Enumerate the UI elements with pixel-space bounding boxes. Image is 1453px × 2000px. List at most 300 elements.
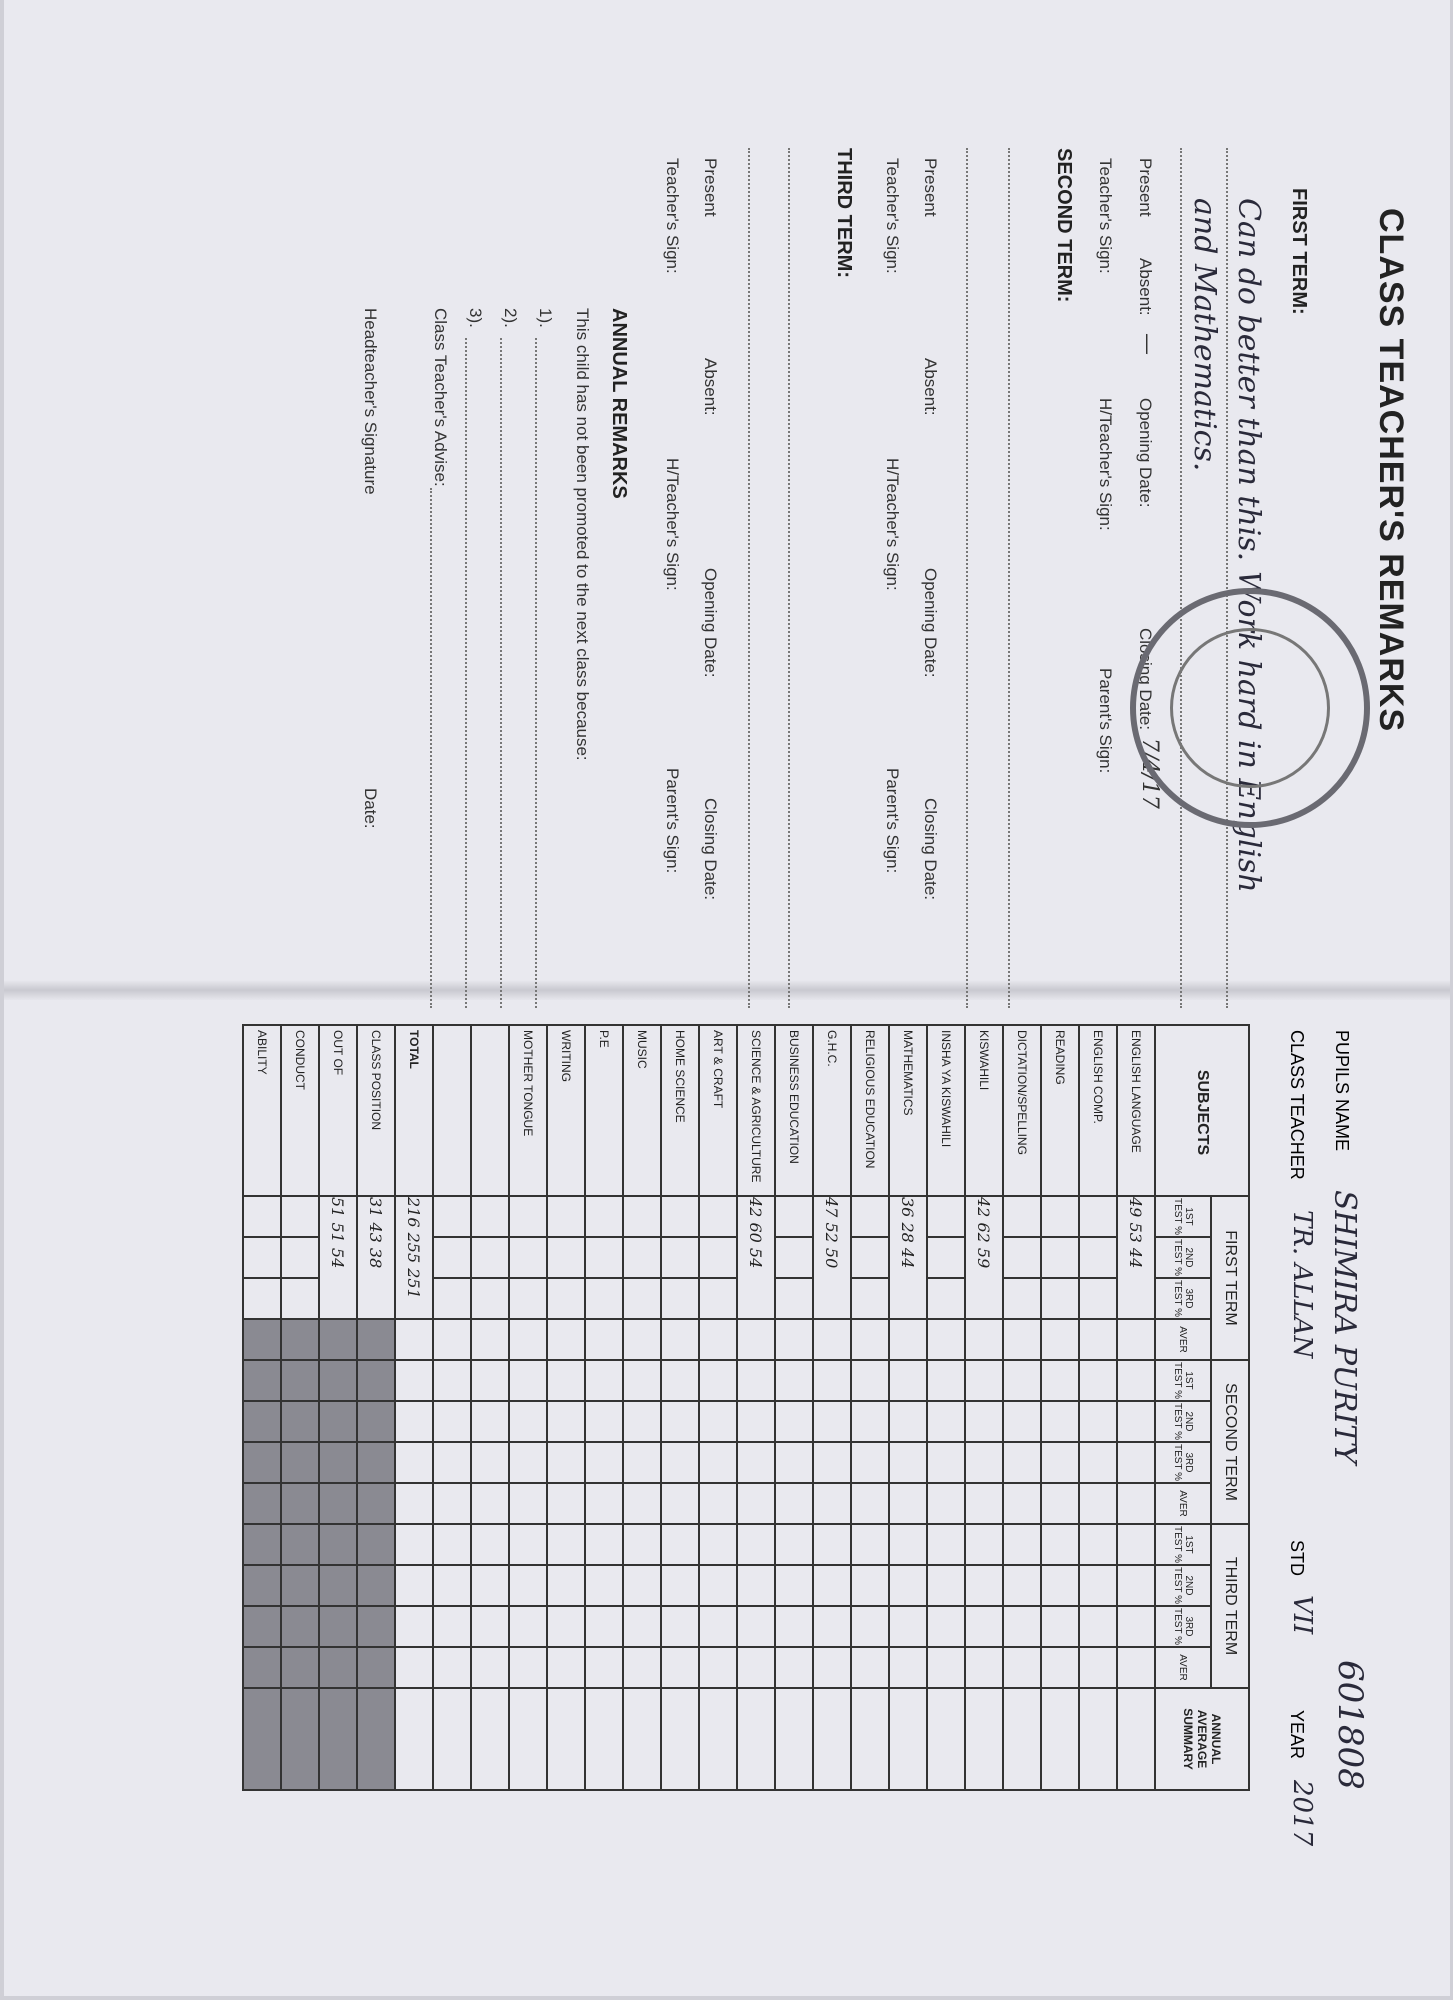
score-cell xyxy=(1003,1196,1041,1237)
score-cell xyxy=(965,1524,1003,1565)
score-cell xyxy=(927,1278,965,1319)
opening-date-label-2: Opening Date: xyxy=(921,568,940,678)
pupil-number: 601808 xyxy=(1330,1660,1370,1790)
score-cell xyxy=(623,1360,661,1401)
score-cell xyxy=(965,1442,1003,1483)
score-cell xyxy=(775,1442,813,1483)
score-cell xyxy=(585,1237,623,1278)
score-cell xyxy=(395,1647,433,1688)
subject-label: KISWAHILI xyxy=(965,1025,1003,1196)
score-cell xyxy=(737,1196,775,1319)
table-row xyxy=(433,1025,471,1790)
parent-sign-label-3: Parent's Sign: xyxy=(663,768,682,874)
score-cell xyxy=(737,1360,775,1401)
score-cell xyxy=(737,1647,775,1688)
score-cell xyxy=(509,1647,547,1688)
score-cell xyxy=(813,1606,851,1647)
score-cell xyxy=(1003,1647,1041,1688)
score-cell xyxy=(661,1196,699,1237)
score-cell xyxy=(1079,1360,1117,1401)
score-cell xyxy=(661,1237,699,1278)
score-cell xyxy=(547,1442,585,1483)
annual-cell xyxy=(661,1688,699,1790)
score-cell xyxy=(547,1360,585,1401)
score-cell xyxy=(547,1483,585,1524)
first-term-scores: 36 28 44 xyxy=(898,1197,918,1269)
test-header: 2ND TEST % xyxy=(1155,1565,1211,1606)
score-cell xyxy=(433,1237,471,1278)
subject-label: READING xyxy=(1041,1025,1079,1196)
score-cell xyxy=(623,1237,661,1278)
score-cell xyxy=(1079,1565,1117,1606)
score-cell xyxy=(1079,1647,1117,1688)
score-cell xyxy=(1117,1483,1155,1524)
score-cell xyxy=(661,1565,699,1606)
pupils-name-label: PUPILS NAME xyxy=(1332,1030,1352,1152)
subject-label: ART & CRAFT xyxy=(699,1025,737,1196)
score-cell xyxy=(319,1319,357,1360)
score-cell xyxy=(965,1606,1003,1647)
subjects-header: SUBJECTS xyxy=(1155,1025,1249,1196)
score-cell xyxy=(889,1360,927,1401)
score-cell xyxy=(851,1278,889,1319)
grades-panel xyxy=(0,1020,1370,1980)
subject-label: BUSINESS EDUCATION xyxy=(775,1025,813,1196)
annual-cell xyxy=(395,1688,433,1790)
score-cell xyxy=(395,1319,433,1360)
annual-cell xyxy=(1041,1688,1079,1790)
score-cell xyxy=(433,1483,471,1524)
score-cell xyxy=(509,1237,547,1278)
score-cell xyxy=(433,1401,471,1442)
score-cell xyxy=(623,1401,661,1442)
annual-cell xyxy=(585,1688,623,1790)
ht-sign-label: H/Teacher's Sign: xyxy=(1096,398,1115,531)
first-term-scores: 42 60 54 xyxy=(746,1197,766,1269)
score-cell xyxy=(471,1606,509,1647)
score-cell xyxy=(775,1237,813,1278)
score-cell xyxy=(1117,1442,1155,1483)
annual-cell xyxy=(851,1688,889,1790)
score-cell xyxy=(661,1647,699,1688)
score-cell xyxy=(319,1565,357,1606)
rule xyxy=(966,148,968,1008)
score-cell xyxy=(1041,1360,1079,1401)
score-cell xyxy=(243,1606,281,1647)
score-cell xyxy=(851,1237,889,1278)
score-cell xyxy=(965,1196,1003,1319)
score-cell xyxy=(927,1401,965,1442)
score-cell xyxy=(281,1647,319,1688)
score-cell xyxy=(471,1565,509,1606)
score-cell xyxy=(1041,1442,1079,1483)
test-header: 3RD TEST % xyxy=(1155,1606,1211,1647)
score-cell xyxy=(357,1606,395,1647)
score-cell xyxy=(395,1606,433,1647)
annual-cell xyxy=(737,1688,775,1790)
score-cell xyxy=(585,1483,623,1524)
parent-sign-label-2: Parent's Sign: xyxy=(883,768,902,874)
score-cell xyxy=(357,1565,395,1606)
absent-value: — xyxy=(1135,333,1160,355)
score-cell xyxy=(357,1483,395,1524)
score-cell xyxy=(243,1483,281,1524)
present-label-3: Present xyxy=(701,158,720,217)
closing-date-label-3: Closing Date: xyxy=(701,798,720,901)
table-row xyxy=(319,1025,357,1790)
score-cell xyxy=(889,1196,927,1319)
score-cell xyxy=(509,1606,547,1647)
score-cell xyxy=(433,1606,471,1647)
rule xyxy=(465,338,467,1008)
subject-label: SCIENCE & AGRICULTURE xyxy=(737,1025,775,1196)
first-term-label: FIRST TERM: xyxy=(1288,188,1310,315)
score-cell xyxy=(1117,1196,1155,1319)
score-cell xyxy=(927,1606,965,1647)
subject-label: DICTATION/SPELLING xyxy=(1003,1025,1041,1196)
score-cell xyxy=(433,1442,471,1483)
subject-label: HOME SCIENCE xyxy=(661,1025,699,1196)
score-cell xyxy=(927,1647,965,1688)
reason-1-label: 1). xyxy=(536,308,555,328)
score-cell xyxy=(281,1319,319,1360)
score-cell xyxy=(547,1196,585,1237)
score-cell xyxy=(433,1360,471,1401)
score-cell xyxy=(889,1647,927,1688)
score-cell xyxy=(1117,1360,1155,1401)
score-cell xyxy=(1041,1237,1079,1278)
score-cell xyxy=(1041,1483,1079,1524)
table-row xyxy=(281,1025,319,1790)
std-value: VII xyxy=(1287,1595,1317,1635)
score-cell xyxy=(585,1196,623,1237)
score-cell xyxy=(661,1524,699,1565)
score-cell xyxy=(965,1319,1003,1360)
score-cell xyxy=(547,1278,585,1319)
score-cell xyxy=(623,1196,661,1237)
rule xyxy=(535,338,537,1008)
score-cell xyxy=(927,1524,965,1565)
score-cell xyxy=(623,1319,661,1360)
annual-cell xyxy=(1079,1688,1117,1790)
score-cell xyxy=(1041,1565,1079,1606)
test-header: AVER xyxy=(1155,1647,1211,1688)
score-cell xyxy=(927,1196,965,1237)
table-row xyxy=(775,1025,813,1790)
score-cell xyxy=(813,1524,851,1565)
score-cell xyxy=(357,1442,395,1483)
first-term-scores: 51 51 54 xyxy=(328,1197,348,1269)
score-cell xyxy=(699,1647,737,1688)
score-cell xyxy=(1117,1319,1155,1360)
score-cell xyxy=(357,1401,395,1442)
score-cell xyxy=(509,1319,547,1360)
score-cell xyxy=(547,1319,585,1360)
score-cell xyxy=(699,1401,737,1442)
score-cell xyxy=(1041,1606,1079,1647)
remarks-panel xyxy=(0,28,1430,1028)
rule xyxy=(1180,148,1182,1008)
grades-table xyxy=(242,1024,1250,1791)
score-cell xyxy=(851,1647,889,1688)
absent-label: Absent: xyxy=(1136,258,1155,316)
score-cell xyxy=(281,1565,319,1606)
subject-label: WRITING xyxy=(547,1025,585,1196)
table-row xyxy=(395,1025,433,1790)
score-cell xyxy=(509,1278,547,1319)
term-header: THIRD TERM xyxy=(1211,1524,1249,1688)
score-cell xyxy=(965,1360,1003,1401)
table-row xyxy=(509,1025,547,1790)
not-promoted-label: This child has not been promoted to the next class because: xyxy=(573,308,592,761)
score-cell xyxy=(813,1360,851,1401)
score-cell xyxy=(851,1401,889,1442)
annual-cell xyxy=(699,1688,737,1790)
score-cell xyxy=(889,1442,927,1483)
test-header: 1ST TEST % xyxy=(1155,1360,1211,1401)
score-cell xyxy=(699,1196,737,1237)
score-cell xyxy=(547,1647,585,1688)
score-cell xyxy=(1079,1483,1117,1524)
score-cell xyxy=(395,1196,433,1319)
score-cell xyxy=(585,1565,623,1606)
score-cell xyxy=(1041,1278,1079,1319)
table-row xyxy=(357,1025,395,1790)
score-cell xyxy=(1117,1647,1155,1688)
table-row xyxy=(889,1025,927,1790)
score-cell xyxy=(813,1565,851,1606)
table-row xyxy=(813,1025,851,1790)
score-cell xyxy=(585,1401,623,1442)
score-cell xyxy=(509,1483,547,1524)
score-cell xyxy=(243,1647,281,1688)
present-label: Present xyxy=(1136,158,1155,217)
score-cell xyxy=(965,1647,1003,1688)
first-term-scores: 216 255 251 xyxy=(404,1197,424,1299)
score-cell xyxy=(471,1401,509,1442)
score-cell xyxy=(357,1524,395,1565)
score-cell xyxy=(1079,1237,1117,1278)
subject-label: ABILITY xyxy=(243,1025,281,1196)
score-cell xyxy=(509,1401,547,1442)
test-header: 3RD TEST % xyxy=(1155,1442,1211,1483)
score-cell xyxy=(889,1401,927,1442)
closing-date-label: Closing Date: xyxy=(1136,628,1155,731)
table-row xyxy=(1041,1025,1079,1790)
score-cell xyxy=(319,1606,357,1647)
std-label: STD xyxy=(1287,1540,1307,1576)
score-cell xyxy=(471,1278,509,1319)
reason-2-label: 2). xyxy=(501,308,520,328)
score-cell xyxy=(775,1483,813,1524)
annual-cell xyxy=(1117,1688,1155,1790)
score-cell xyxy=(509,1442,547,1483)
score-cell xyxy=(471,1237,509,1278)
subject-label: ENGLISH COMP. xyxy=(1079,1025,1117,1196)
score-cell xyxy=(661,1278,699,1319)
score-cell xyxy=(1003,1278,1041,1319)
score-cell xyxy=(1003,1524,1041,1565)
subject-label: OUT OF xyxy=(319,1025,357,1196)
score-cell xyxy=(851,1360,889,1401)
score-cell xyxy=(1003,1401,1041,1442)
score-cell xyxy=(585,1278,623,1319)
test-header: 3RD TEST % xyxy=(1155,1278,1211,1319)
score-cell xyxy=(661,1319,699,1360)
score-cell xyxy=(623,1483,661,1524)
year-value: 2017 xyxy=(1287,1780,1317,1847)
rule xyxy=(430,488,432,1008)
pupils-name-value: SHIMIRA PURITY xyxy=(1327,1190,1362,1465)
score-cell xyxy=(699,1360,737,1401)
score-cell xyxy=(433,1647,471,1688)
score-cell xyxy=(509,1565,547,1606)
score-cell xyxy=(395,1401,433,1442)
score-cell xyxy=(471,1647,509,1688)
test-header: 1ST TEST % xyxy=(1155,1196,1211,1237)
opening-date-label-3: Opening Date: xyxy=(701,568,720,678)
score-cell xyxy=(699,1524,737,1565)
score-cell xyxy=(965,1483,1003,1524)
subject-label: MATHEMATICS xyxy=(889,1025,927,1196)
class-teacher-label: CLASS TEACHER xyxy=(1287,1030,1307,1180)
test-header: AVER xyxy=(1155,1483,1211,1524)
first-term-scores: 31 43 38 xyxy=(366,1197,386,1269)
score-cell xyxy=(243,1237,281,1278)
score-cell xyxy=(775,1606,813,1647)
subject-label xyxy=(471,1025,509,1196)
subject-label: RELIGIOUS EDUCATION xyxy=(851,1025,889,1196)
score-cell xyxy=(281,1401,319,1442)
score-cell xyxy=(319,1401,357,1442)
score-cell xyxy=(395,1360,433,1401)
table-row xyxy=(699,1025,737,1790)
score-cell xyxy=(1117,1565,1155,1606)
score-cell xyxy=(1117,1401,1155,1442)
score-cell xyxy=(585,1360,623,1401)
score-cell xyxy=(623,1565,661,1606)
score-cell xyxy=(395,1442,433,1483)
score-cell xyxy=(699,1565,737,1606)
score-cell xyxy=(509,1360,547,1401)
subject-label: INSHA YA KISWAHILI xyxy=(927,1025,965,1196)
score-cell xyxy=(243,1278,281,1319)
score-cell xyxy=(699,1237,737,1278)
score-cell xyxy=(1003,1319,1041,1360)
score-cell xyxy=(433,1278,471,1319)
score-cell xyxy=(699,1606,737,1647)
score-cell xyxy=(1041,1524,1079,1565)
score-cell xyxy=(281,1606,319,1647)
score-cell xyxy=(243,1401,281,1442)
score-cell xyxy=(357,1360,395,1401)
score-cell xyxy=(471,1360,509,1401)
school-stamp xyxy=(1130,588,1370,828)
score-cell xyxy=(813,1442,851,1483)
score-cell xyxy=(623,1524,661,1565)
score-cell xyxy=(1079,1401,1117,1442)
reason-3-label: 3). xyxy=(466,308,485,328)
annual-header: ANNUAL AVERAGE SUMMARY xyxy=(1155,1688,1249,1790)
score-cell xyxy=(471,1319,509,1360)
test-header: AVER xyxy=(1155,1319,1211,1360)
table-row xyxy=(623,1025,661,1790)
score-cell xyxy=(585,1606,623,1647)
score-cell xyxy=(623,1278,661,1319)
table-row xyxy=(585,1025,623,1790)
score-cell xyxy=(699,1278,737,1319)
annual-cell xyxy=(547,1688,585,1790)
test-header: 2ND TEST % xyxy=(1155,1401,1211,1442)
score-cell xyxy=(737,1606,775,1647)
score-cell xyxy=(1079,1196,1117,1237)
score-cell xyxy=(813,1483,851,1524)
year-label: YEAR xyxy=(1287,1710,1307,1760)
score-cell xyxy=(1079,1319,1117,1360)
score-cell xyxy=(281,1524,319,1565)
parent-sign-label: Parent's Sign: xyxy=(1096,668,1115,774)
teacher-sign-label: Teacher's Sign: xyxy=(1096,158,1115,274)
score-cell xyxy=(737,1319,775,1360)
score-cell xyxy=(281,1278,319,1319)
score-cell xyxy=(395,1524,433,1565)
score-cell xyxy=(775,1278,813,1319)
score-cell xyxy=(965,1401,1003,1442)
score-cell xyxy=(243,1319,281,1360)
score-cell xyxy=(661,1360,699,1401)
score-cell xyxy=(1041,1196,1079,1237)
score-cell xyxy=(509,1196,547,1237)
score-cell xyxy=(547,1606,585,1647)
score-cell xyxy=(699,1483,737,1524)
advise-label: Class Teacher's Advise: xyxy=(431,308,450,487)
score-cell xyxy=(851,1483,889,1524)
score-cell xyxy=(1003,1360,1041,1401)
rule xyxy=(500,338,502,1008)
score-cell xyxy=(357,1319,395,1360)
score-cell xyxy=(889,1606,927,1647)
score-cell xyxy=(585,1647,623,1688)
second-term-label: SECOND TERM: xyxy=(1053,148,1075,303)
score-cell xyxy=(281,1442,319,1483)
score-cell xyxy=(889,1483,927,1524)
subject-label: P.E xyxy=(585,1025,623,1196)
first-term-scores: 49 53 44 xyxy=(1126,1197,1146,1269)
score-cell xyxy=(585,1524,623,1565)
score-cell xyxy=(1117,1524,1155,1565)
score-cell xyxy=(775,1565,813,1606)
subject-label: ENGLISH LANGUAGE xyxy=(1117,1025,1155,1196)
annual-cell xyxy=(927,1688,965,1790)
table-row xyxy=(547,1025,585,1790)
score-cell xyxy=(775,1401,813,1442)
score-cell xyxy=(471,1524,509,1565)
score-cell xyxy=(1079,1524,1117,1565)
score-cell xyxy=(699,1442,737,1483)
score-cell xyxy=(851,1196,889,1237)
score-cell xyxy=(737,1483,775,1524)
annual-remarks-label: ANNUAL REMARKS xyxy=(608,308,630,499)
score-cell xyxy=(319,1196,357,1319)
table-row xyxy=(1003,1025,1041,1790)
rule xyxy=(788,148,790,1008)
rule xyxy=(748,148,750,1008)
score-cell xyxy=(851,1319,889,1360)
score-cell xyxy=(1003,1442,1041,1483)
subject-label: G.H.C. xyxy=(813,1025,851,1196)
score-cell xyxy=(1003,1237,1041,1278)
annual-cell xyxy=(281,1688,319,1790)
